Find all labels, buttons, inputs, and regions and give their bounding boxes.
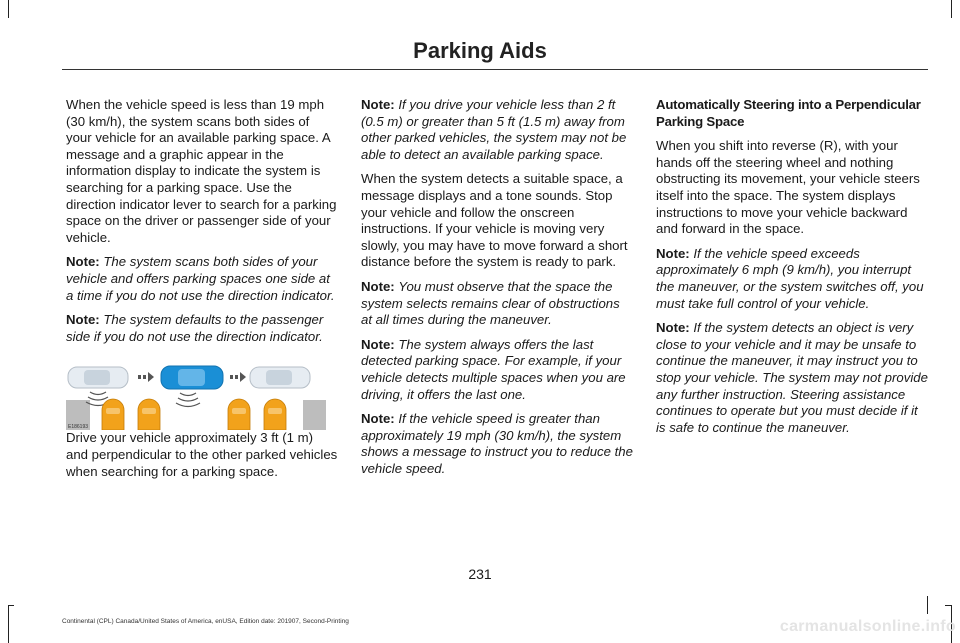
note-text: The system always offers the last detected parking space. For example, if your vehicle detects multiple spaces when you are driving, it offers the last one. [361, 336, 626, 402]
note-label: Note: [361, 411, 395, 427]
parking-scan-illustration [66, 362, 326, 430]
note-label: Note: [361, 336, 395, 352]
note-label: Note: [361, 97, 395, 112]
crop-mark-bottom-right-h [945, 605, 951, 606]
parked-block-right [303, 400, 326, 430]
page-number: 231 [468, 566, 492, 582]
crop-mark-bottom-left [8, 605, 9, 643]
note [66, 312, 338, 345]
note [361, 97, 633, 163]
note [656, 320, 928, 436]
header-rule [62, 69, 928, 70]
watermark: carmanualsonline.info [779, 618, 956, 635]
note-label: Note: [66, 254, 100, 270]
note [66, 254, 338, 304]
crop-mark-top-left [8, 0, 9, 18]
column-3 [656, 97, 928, 444]
car-icon [68, 367, 128, 388]
note-text: If the vehicle speed exceeds approximately 6 mph (9 km/h), you interrupt the maneuver, or the system switches off, you must take full control of your vehicle. [656, 245, 924, 311]
column-2 [361, 97, 633, 485]
car-icon [161, 366, 223, 389]
note-text: If the system detects an object is very close to your vehicle and it may be unsafe to continue the maneuver, it may instruct you to stop your vehicle. The system may not provide any further instruction. Steering assistance continues to operate but you must decide if it is safe to continue the maneuver. [656, 320, 928, 435]
crop-mark-bottom-left-h [8, 605, 14, 606]
paragraph: When you shift into reverse (R), with your hands off the steering wheel and nothing obstructing its movement, your vehicle steers itself into the space. The system displays instructions to move your vehicle backward and forward in the space. [656, 138, 920, 237]
car-icon [250, 367, 310, 388]
paragraph: Drive your vehicle approximately 3 ft (1 m) and perpendicular to the other parked vehicles when searching for a parking space. [66, 430, 338, 479]
crop-mark-top-right [951, 0, 952, 18]
note [656, 246, 928, 312]
note-label: Note: [656, 245, 690, 261]
note-text: If you drive your vehicle less than 2 ft (0.5 m) or greater than 5 ft (1.5 m) away from other parked vehicles, the system may not be able to detect an available parking space. [361, 97, 627, 162]
note-text: The system scans both sides of your vehicle and offers parking spaces one side at a time if you do not use the direction indicator. [66, 254, 335, 303]
note-label: Note: [66, 312, 100, 328]
note-text: The system defaults to the passenger side if you do not use the direction indicator. [66, 312, 324, 344]
note [361, 337, 633, 403]
figure-code: E186193 [68, 424, 89, 430]
section-heading: Automatically Steering into a Perpendicular Parking Space [656, 97, 921, 129]
edition-footer: Continental (CPL) Canada/United States of America, enUSA, Edition date: 201907, Second-Printing [62, 618, 349, 625]
note-label: Note: [361, 278, 395, 294]
note-label: Note: [656, 320, 690, 336]
note [361, 279, 633, 329]
note-text: If the vehicle speed is greater than approximately 19 mph (30 km/h), the system shows a message to instruct you to reduce the vehicle speed. [361, 411, 633, 476]
crop-mark-bottom-center [927, 596, 928, 614]
paragraph: When the system detects a suitable space, a message displays and a tone sounds. Stop your vehicle and follow the onscreen instructions. If your vehicle is moving very slowly, you may have to move forward a short distance before the system is ready to park. [361, 171, 628, 270]
note [361, 411, 633, 477]
page-title: Parking Aids [413, 38, 547, 63]
note-text: You must observe that the space the system selects remains clear of obstructions at all times during the maneuver. [361, 278, 620, 328]
paragraph: When the vehicle speed is less than 19 mph (30 km/h), the system scans both sides of your vehicle for an available parking space. A message and a graphic appear in the information display to indicate the system is searching for a parking space. Use the direction indicator lever to search for a parking space on the driver or passenger side of your vehicle. [66, 97, 337, 245]
